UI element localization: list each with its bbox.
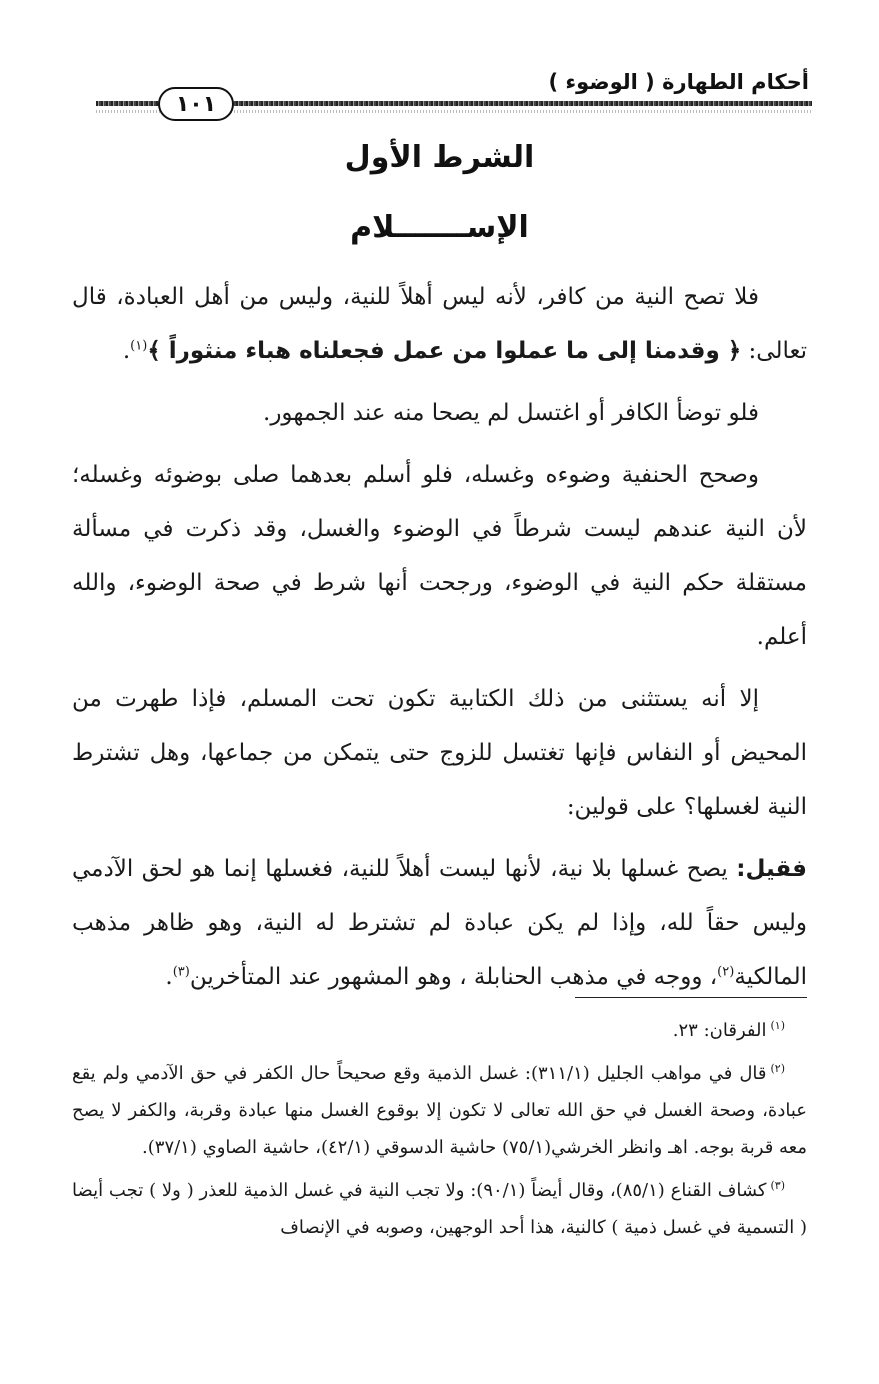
page-number: ١٠١ xyxy=(158,87,234,121)
footnote-ref-1: (١) xyxy=(130,338,148,354)
footnote-2-marker: (٢) xyxy=(770,1062,786,1075)
footnote-1-text: الفرقان: ٢٣. xyxy=(672,1020,767,1041)
chapter-title: الشرط الأول xyxy=(344,140,535,175)
footnotes xyxy=(72,1012,807,1252)
footnote-3-marker: (٣) xyxy=(770,1179,786,1192)
running-header-title: أحكام الطهارة ( الوضوء ) xyxy=(548,70,809,94)
paragraph-2: فلو توضأ الكافر أو اغتسل لم يصحا منه عند الجمهور. xyxy=(263,400,759,426)
footnote-1-marker: (١) xyxy=(770,1019,785,1032)
footnote-ref-2: (٢) xyxy=(717,964,735,980)
paragraph-1-text: فلا تصح النية من كافر، لأنه ليس أهلاً للنية، وليس من أهل العبادة، قال تعالى: xyxy=(72,284,807,364)
footnote-3 xyxy=(72,1172,807,1246)
footnote-1 xyxy=(72,1012,807,1049)
quran-verse: ﴿ وقدمنا إلى ما عملوا من عمل فجعلناه هباء منثوراً ﴾ xyxy=(147,338,742,364)
footnote-2-text: قال في مواهب الجليل (٣١١/١): غسل الذمية وقع صحيحاً حال الكفر في حق الآدمي ولم يقع عبادة، وصحة الغسل في حق الله تعالى لا تكون إلا بوقوع الغسل منها عبادة وقربة، والكفر لا يصح معه قربة بوجه. اهـ وانظر الخرشي(٧٥/١) حاشية الدسوقي (٤٢/١)، حاشية الصاوي (٣٧/١). xyxy=(72,1063,807,1158)
paragraph-5-text: يصح غسلها بلا نية، لأنها ليست أهلاً للنية، فغسلها إنما هو لحق الآدمي وليس حقاً لله، وإذا لم يكن عبادة لم تشترط له النية، وهو ظاهر مذهب المالكية xyxy=(72,856,807,990)
paragraph-5-lead: فقيل: xyxy=(736,856,807,882)
footnote-2 xyxy=(72,1055,807,1166)
body-text xyxy=(72,270,807,1012)
footnote-3-text: كشاف القناع (٨٥/١)، وقال أيضاً (٩٠/١): ولا تجب النية في غسل الذمية للعذر ( ولا ) تجب أيضا ( التسمية في غسل ذمية ) كالنية، هذا أحد الوجهين، وصوبه في الإنصاف xyxy=(72,1180,807,1238)
paragraph-5-text-2: ، ووجه في مذهب الحنابلة ، وهو المشهور عند المتأخرين xyxy=(189,964,718,990)
paragraph-5-end: . xyxy=(165,964,173,990)
footnote-ref-3: (٣) xyxy=(172,964,190,980)
paragraph-4: إلا أنه يستثنى من ذلك الكتابية تكون تحت المسلم، فإذا طهرت من المحيض أو النفاس فإنها تغتسل للزوج حتى يتمكن من جماعها، وهل تشترط النية لغسلها؟ على قولين: xyxy=(72,686,807,820)
paragraph-3: وصحح الحنفية وضوءه وغسله، فلو أسلم بعدهما صلى بوضوئه وغسله؛ لأن النية عندهم ليست شرطاً في الوضوء والغسل، وقد ذكرت في مسألة مستقلة حكم النية في الوضوء، ورجحت أنها شرط في صحة الوضوء، والله أعلم. xyxy=(72,462,807,650)
section-title: الإســـــــلام xyxy=(350,210,529,245)
paragraph-1 xyxy=(72,270,807,378)
paragraph-1-end: . xyxy=(122,338,131,364)
paragraph-5 xyxy=(72,842,807,1004)
footnote-separator xyxy=(575,997,807,998)
